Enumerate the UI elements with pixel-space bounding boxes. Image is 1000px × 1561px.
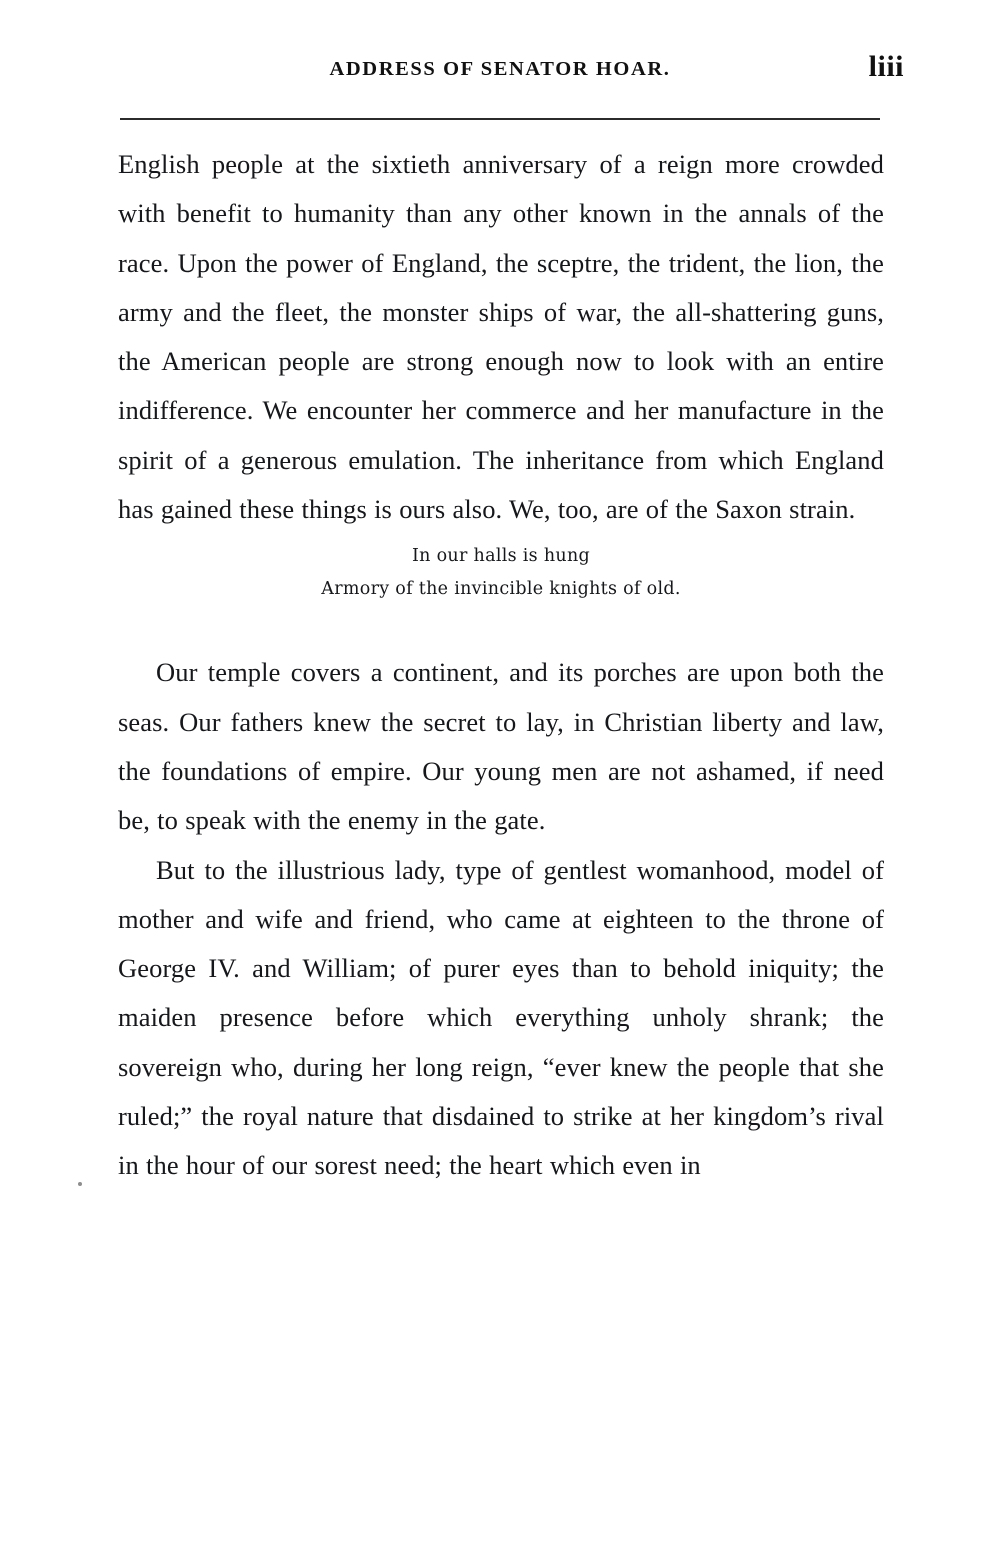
page-speck-mark bbox=[78, 1182, 82, 1186]
verse-line-1: In our halls is hung bbox=[411, 546, 591, 567]
paragraph-continued: English people at the sixtieth anniversary of a reign more crowded with benefit to humanity than any other known in the annals of the race. Upon the power of England, the sceptre, the trident, the lion, the army and the fleet, the monster ships of war, the all-shattering guns, the American people are strong enough now to look with an entire indifference. We encounter her commerce and her manufacture in the spirit of a generous emulation. The inheritance from which England has gained these things is ours also. We, too, are of the Saxon strain. bbox=[118, 149, 884, 525]
page-number: liii bbox=[868, 50, 904, 83]
running-head-title: ADDRESS OF SENATOR HOAR. bbox=[329, 58, 671, 80]
verse-line-2: Armory of the invincible knights of old. bbox=[321, 579, 681, 600]
page-header bbox=[0, 0, 1000, 83]
paragraph-temple: Our temple covers a continent, and its porches are upon both the seas. Our fathers knew the secret to lay, in Christian liberty and law, the foundations of empire. Our young men are not ashamed, if need be, to speak with the enemy in the gate. bbox=[118, 657, 884, 836]
verse-spacer bbox=[118, 606, 884, 648]
verse-block bbox=[118, 540, 884, 606]
header-rule bbox=[120, 118, 880, 120]
body-text-column bbox=[118, 140, 884, 1191]
paragraph-illustrious-lady: But to the illustrious lady, type of gentlest womanhood, model of mother and wife and friend, who came at eighteen to the throne of George IV. and William; of purer eyes than to behold iniquity; the maiden presence before which everything unholy shrank; the sovereign who, during her long reign, “ever knew the people that she ruled;” the royal nature that disdained to strike at her kingdom’s rival in the hour of our sorest need; the heart which even in bbox=[118, 854, 884, 1181]
